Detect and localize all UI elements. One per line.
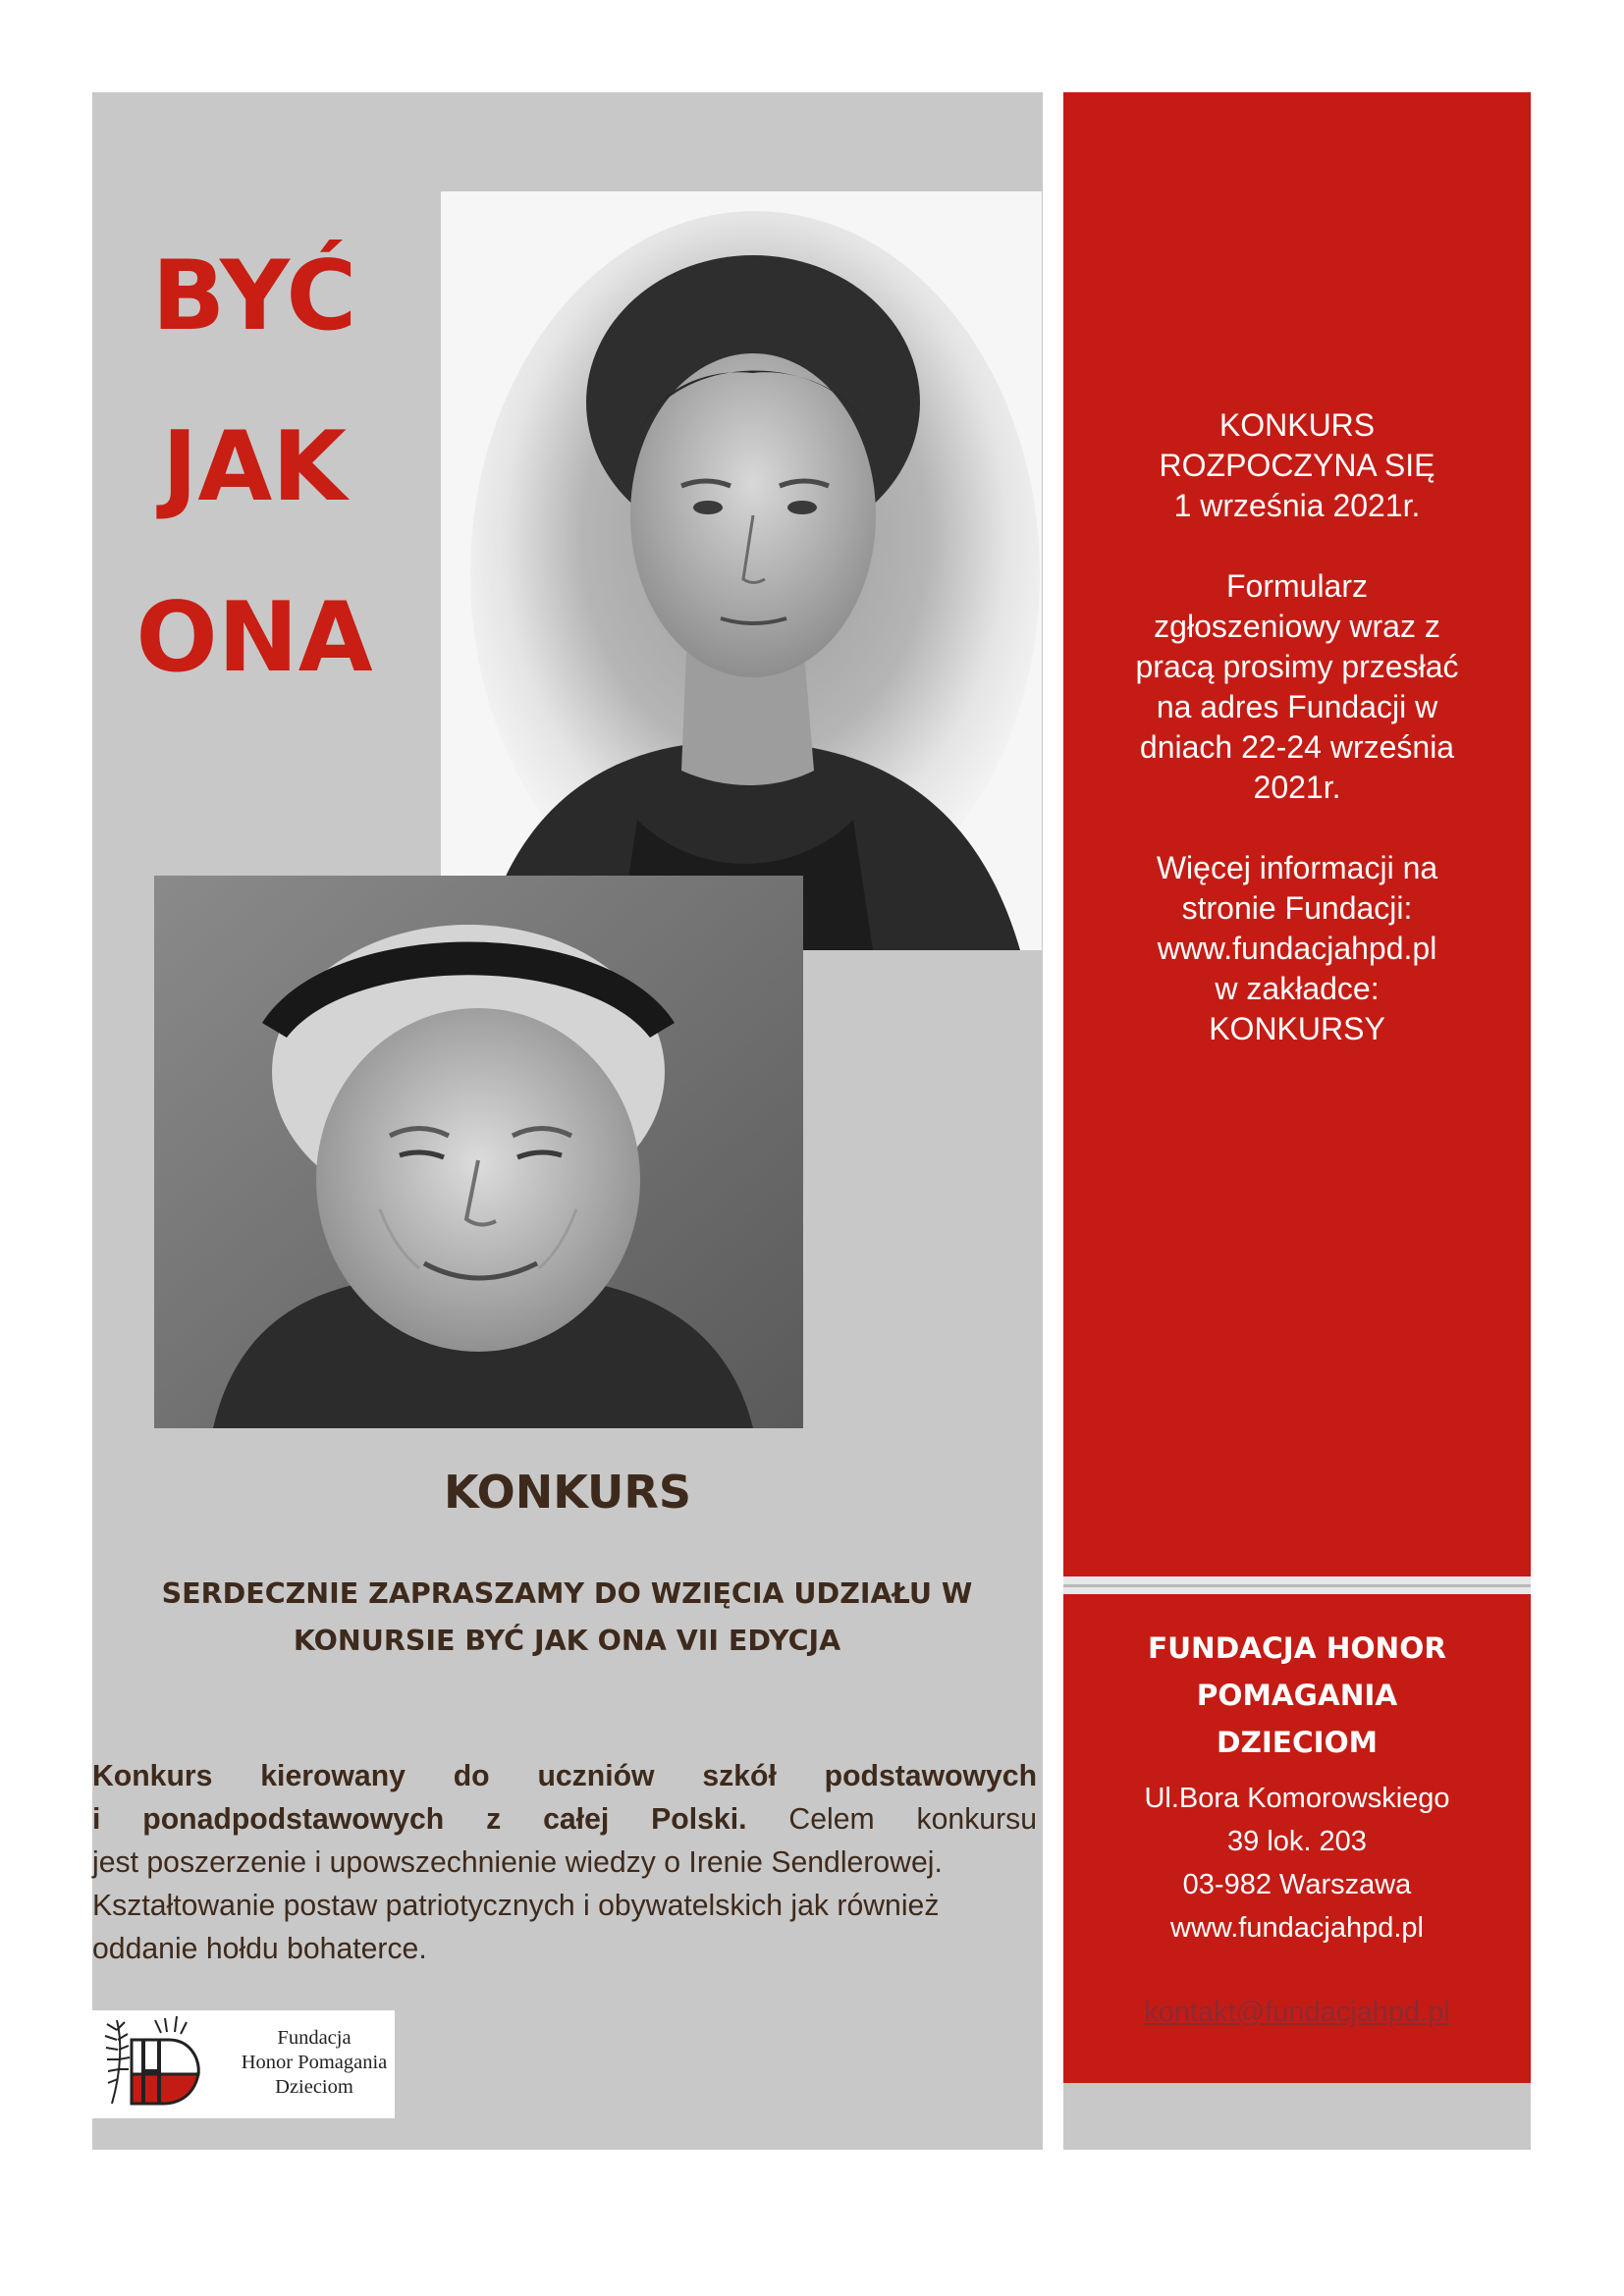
description-line-3: jest poszerzenie i upowszechnienie wiedzy o Irenie Sendlerowej. [92, 1846, 943, 1879]
foundation-name [1063, 1625, 1531, 1766]
right-footer-strip [1063, 2083, 1531, 2150]
form-line-6: 2021r. [1253, 770, 1341, 805]
invitation-line-1: SERDECZNIE ZAPRASZAMY DO WZIĘCIA UDZIAŁU W [161, 1577, 973, 1610]
announcement-text [1063, 405, 1531, 1049]
foundation-address [1063, 1777, 1531, 1949]
form-line-2: zgłoszeniowy wraz z [1154, 609, 1440, 644]
start-line-2: ROZPOCZYNA SIĘ [1159, 448, 1435, 483]
foundation-name-line-3: DZIECIOM [1216, 1726, 1379, 1759]
poster-title [92, 211, 416, 723]
title-line-2: JAK [161, 411, 348, 523]
panel-separator-line [1063, 1584, 1531, 1587]
description-line-4: Kształtowanie postaw patriotycznych i obywatelskich jak również [92, 1890, 940, 1922]
foundation-logo-icon [92, 2010, 210, 2118]
address-website: www.fundacjahpd.pl [1170, 1912, 1424, 1944]
info-line-2: stronie Fundacji: [1181, 890, 1413, 926]
description-line-2: i ponadpodstawowych z całej Polski. Celem konkursu [92, 1803, 1038, 1836]
logo-line-2: Honor Pomagania [241, 2052, 388, 2073]
logo-line-3: Dzieciom [275, 2076, 353, 2098]
foundation-name-line-1: FUNDACJA HONOR [1147, 1631, 1447, 1665]
foundation-logo-text [216, 2026, 412, 2100]
logo-line-1: Fundacja [277, 2027, 352, 2049]
address-city: 03-982 Warszawa [1182, 1869, 1412, 1900]
title-line-3: ONA [135, 582, 373, 694]
form-line-1: Formularz [1225, 568, 1368, 604]
invitation-text [118, 1571, 1016, 1665]
form-line-3: pracą prosimy przesłać [1135, 649, 1459, 684]
foundation-name-line-2: POMAGANIA [1196, 1679, 1398, 1712]
info-line-4: w zakładce: [1215, 971, 1380, 1006]
portrait-elderly-photo [154, 876, 803, 1428]
form-line-4: na adres Fundacji w [1156, 689, 1438, 724]
konkurs-heading: KONKURS [444, 1466, 691, 1519]
description-line-5: oddanie hołdu bohaterce. [92, 1933, 427, 1965]
title-line-1: BYĆ [151, 240, 357, 352]
contest-description [92, 1755, 1037, 1971]
address-street: Ul.Bora Komorowskiego [1144, 1783, 1450, 1814]
spacer [1063, 808, 1531, 848]
start-date: 1 września 2021r. [1173, 488, 1421, 523]
info-line-5: KONKURSY [1209, 1011, 1385, 1046]
address-number: 39 lok. 203 [1227, 1826, 1367, 1857]
start-line-1: KONKURS [1218, 407, 1376, 443]
form-line-5: dniach 22-24 września [1139, 729, 1455, 765]
info-website: www.fundacjahpd.pl [1157, 931, 1437, 966]
description-line-1: Konkurs kierowany do uczniów szkół podstawowych [92, 1760, 1038, 1792]
spacer [1063, 526, 1531, 566]
contact-email-link[interactable]: kontakt@fundacjahpd.pl [1144, 1997, 1450, 2028]
info-line-1: Więcej informacji na [1156, 850, 1438, 885]
invitation-line-2: KONURSIE BYĆ JAK ONA VII EDYCJA [293, 1625, 841, 1657]
portrait-young-photo [441, 191, 1042, 950]
